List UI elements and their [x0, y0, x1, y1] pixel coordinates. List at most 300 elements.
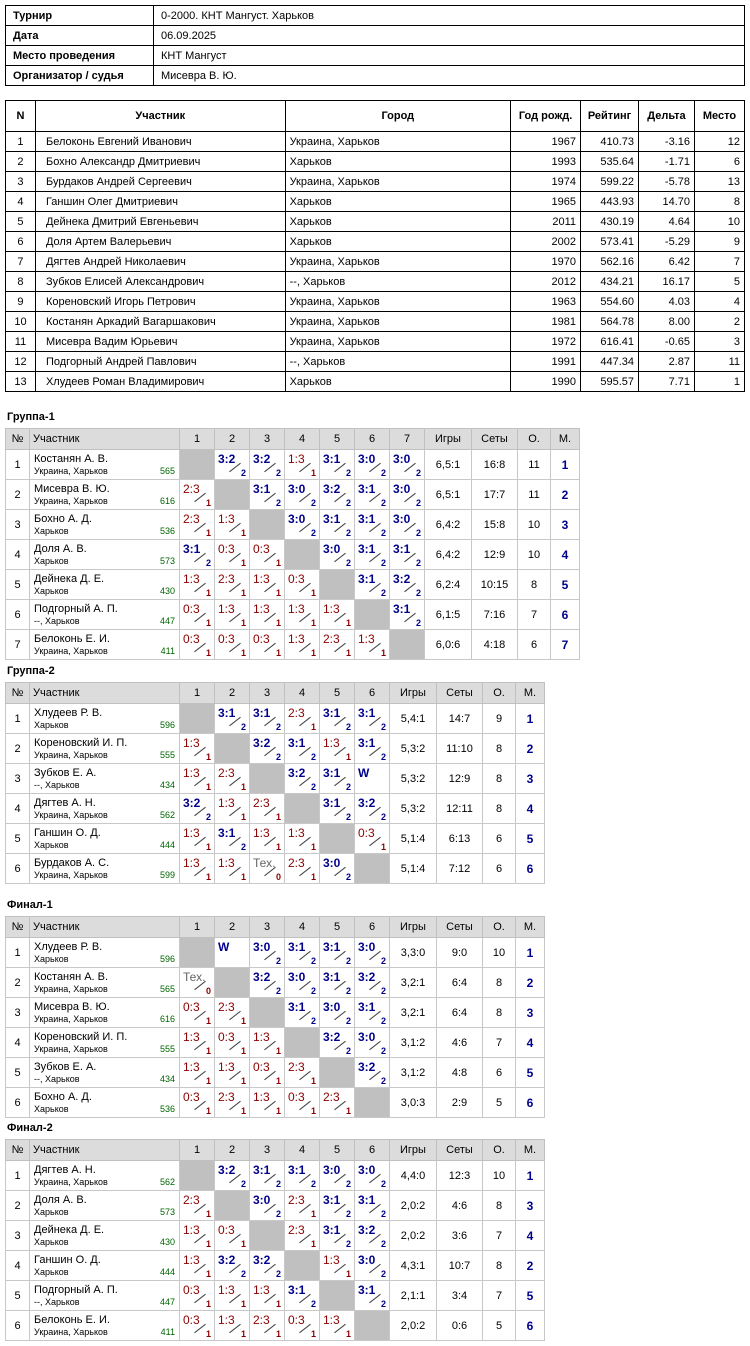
match-points: 1 [205, 648, 211, 658]
match-points: 1 [310, 722, 316, 732]
result-cell [250, 1161, 285, 1191]
match-points: 2 [310, 1016, 316, 1026]
result-cell [215, 510, 250, 540]
match-score: 2:3 [218, 1090, 235, 1104]
group-row [6, 704, 545, 734]
match-points: 2 [345, 1046, 351, 1056]
player-place: 2 [516, 968, 545, 998]
match-points: 0 [205, 986, 211, 996]
result-cell [355, 794, 390, 824]
player-points: 10 [483, 1161, 516, 1191]
participant-cell: 13 [6, 372, 36, 392]
player-name: Подгорный А. П. [34, 1284, 118, 1296]
result-cell [285, 1311, 320, 1341]
match-score: 1:3 [183, 1060, 200, 1074]
player-points: 7 [483, 1221, 516, 1251]
match-score: 3:0 [288, 970, 306, 984]
player-points: 8 [483, 764, 516, 794]
participant-row [6, 172, 745, 192]
player-name: Бохно А. Д. [34, 513, 92, 525]
match-points: 2 [380, 588, 386, 598]
result-cell [215, 1251, 250, 1281]
participant-cell: 4 [694, 292, 744, 312]
match-points: 2 [380, 722, 386, 732]
match-points: 1 [205, 498, 211, 508]
match-score: 1:3 [253, 1283, 270, 1297]
participant-row [6, 192, 745, 212]
participant-cell: 595.57 [581, 372, 639, 392]
player-sets: 10:15 [472, 570, 518, 600]
player-rating: 565 [159, 984, 175, 994]
result-cell [285, 480, 320, 510]
info-row [6, 46, 745, 66]
match-points: 1 [240, 1076, 246, 1086]
group-row [6, 938, 545, 968]
self-cell [215, 1191, 250, 1221]
match-points: 1 [310, 1209, 316, 1219]
match-points: 2 [275, 498, 281, 508]
participant-cell: Украина, Харьков [285, 132, 511, 152]
player-name: Белоконь Е. И. [34, 633, 110, 645]
self-cell [215, 734, 250, 764]
match-score: 3:1 [323, 452, 341, 466]
player-place: 2 [551, 480, 580, 510]
result-cell [250, 794, 285, 824]
player-name: Бурдаков А. С. [34, 857, 110, 869]
match-score: 3:2 [218, 1253, 236, 1267]
match-score: Тех. [183, 970, 206, 984]
player-city: Харьков 596 [34, 954, 175, 964]
column-header: 3 [250, 429, 285, 450]
column-header: 5 [320, 1140, 355, 1161]
self-cell [215, 968, 250, 998]
result-cell [285, 1161, 320, 1191]
column-header: Участник [30, 1140, 180, 1161]
player-rating: 536 [159, 526, 175, 536]
match-points: 1 [275, 812, 281, 822]
group-row [6, 1311, 545, 1341]
match-score: 1:3 [323, 1253, 340, 1267]
result-cell [355, 510, 390, 540]
result-cell [320, 1311, 355, 1341]
participant-cell: Харьков [285, 152, 511, 172]
match-score: 3:1 [253, 482, 271, 496]
match-score: 0:3 [253, 632, 270, 646]
result-cell [355, 1221, 390, 1251]
participant-cell: -3.16 [639, 132, 695, 152]
group-header-row [6, 1140, 545, 1161]
match-score: 0:3 [183, 1090, 200, 1104]
player-sets: 4:6 [437, 1028, 483, 1058]
player-points: 10 [483, 938, 516, 968]
participant-cell: 1 [694, 372, 744, 392]
match-score: 0:3 [253, 542, 270, 556]
match-points: 1 [310, 468, 316, 478]
player-number: 2 [6, 1191, 30, 1221]
info-value: 0-2000. КНТ Мангуст. Харьков [154, 6, 745, 26]
match-score: 3:2 [288, 766, 306, 780]
column-header: 1 [180, 429, 215, 450]
self-cell [355, 600, 390, 630]
match-score: 0:3 [218, 1223, 235, 1237]
match-points: 2 [380, 1046, 386, 1056]
participant-cell: 8 [694, 192, 744, 212]
result-cell [355, 1251, 390, 1281]
player-name: Мисевра В. Ю. [34, 1001, 110, 1013]
player-number: 5 [6, 1281, 30, 1311]
player-city: --, Харьков 447 [34, 616, 175, 626]
self-cell [390, 630, 425, 660]
participant-cell: 5 [694, 272, 744, 292]
match-score: 3:2 [253, 1253, 271, 1267]
match-points: 2 [275, 1269, 281, 1279]
player-number: 4 [6, 1251, 30, 1281]
participant-cell: 1965 [511, 192, 581, 212]
match-points: 1 [310, 588, 316, 598]
match-score: 3:1 [323, 1223, 341, 1237]
participant-cell: 4.64 [639, 212, 695, 232]
match-points: 2 [415, 618, 421, 628]
match-points: 1 [205, 782, 211, 792]
participant-cell: Мисевра Вадим Юрьевич [35, 332, 285, 352]
player-sets: 12:9 [472, 540, 518, 570]
player-rating: 565 [159, 466, 175, 476]
match-score: 1:3 [358, 632, 375, 646]
match-score: 1:3 [253, 1030, 270, 1044]
match-points: 2 [310, 1299, 316, 1309]
group-header-row [6, 429, 580, 450]
match-points: 0 [275, 872, 281, 882]
group-row [6, 998, 545, 1028]
column-header: Дельта [639, 101, 695, 132]
match-score: 1:3 [183, 826, 200, 840]
match-score: 3:1 [358, 572, 376, 586]
player-sets: 7:16 [472, 600, 518, 630]
match-points: 2 [310, 986, 316, 996]
match-score: 0:3 [218, 632, 235, 646]
participant-cell: -0.65 [639, 332, 695, 352]
result-cell [285, 630, 320, 660]
match-points: 2 [345, 956, 351, 966]
match-score: 0:3 [288, 572, 305, 586]
match-points: 1 [345, 1329, 351, 1339]
info-key: Турнир [6, 6, 154, 26]
result-cell [320, 600, 355, 630]
player-cell [30, 1088, 180, 1118]
participant-cell: 1991 [511, 352, 581, 372]
result-cell [285, 1088, 320, 1118]
player-city: Украина, Харьков 562 [34, 1177, 175, 1187]
match-score: 1:3 [183, 572, 200, 586]
match-points: 1 [205, 842, 211, 852]
participant-cell: 1 [6, 132, 36, 152]
player-games: 2,0:2 [390, 1221, 437, 1251]
match-points: 2 [205, 558, 211, 568]
match-score: 0:3 [183, 1313, 200, 1327]
player-points: 7 [483, 1281, 516, 1311]
self-cell [320, 824, 355, 854]
match-points: 2 [380, 1269, 386, 1279]
result-cell [250, 1028, 285, 1058]
player-place: 1 [516, 1161, 545, 1191]
self-cell [285, 1251, 320, 1281]
result-cell [355, 968, 390, 998]
participant-row [6, 292, 745, 312]
column-header: № [6, 429, 30, 450]
participant-cell: 410.73 [581, 132, 639, 152]
match-score: 3:1 [323, 940, 341, 954]
player-place: 4 [516, 794, 545, 824]
player-games: 3,1:2 [390, 1058, 437, 1088]
player-games: 5,3:2 [390, 794, 437, 824]
match-points: 1 [275, 588, 281, 598]
player-name: Мисевра В. Ю. [34, 483, 110, 495]
match-points: 1 [275, 1299, 281, 1309]
player-sets: 16:8 [472, 450, 518, 480]
result-cell [215, 764, 250, 794]
match-points: 2 [380, 498, 386, 508]
match-score: 1:3 [218, 1060, 235, 1074]
match-score: 2:3 [288, 706, 305, 720]
result-cell [215, 450, 250, 480]
player-number: 3 [6, 764, 30, 794]
player-name: Ганшин О. Д. [34, 1254, 101, 1266]
result-cell [320, 450, 355, 480]
match-points: 1 [205, 618, 211, 628]
player-games: 2,0:2 [390, 1311, 437, 1341]
group-title: Группа-1 [7, 411, 55, 423]
player-games: 5,1:4 [390, 854, 437, 884]
match-score: 1:3 [183, 766, 200, 780]
result-cell [215, 1088, 250, 1118]
participant-cell: 599.22 [581, 172, 639, 192]
match-points: 2 [380, 1299, 386, 1309]
player-place: 5 [516, 1058, 545, 1088]
player-games: 3,3:0 [390, 938, 437, 968]
participant-cell: Бохно Александр Дмитриевич [35, 152, 285, 172]
result-cell [320, 1221, 355, 1251]
player-number: 2 [6, 480, 30, 510]
player-city: Харьков 596 [34, 720, 175, 730]
group-header-row [6, 917, 545, 938]
player-name: Костанян А. В. [34, 453, 109, 465]
player-city: Украина, Харьков 616 [34, 1014, 175, 1024]
player-cell [30, 1311, 180, 1341]
participant-cell: Харьков [285, 232, 511, 252]
match-score: 3:0 [323, 542, 341, 556]
player-place: 3 [516, 1191, 545, 1221]
match-score: 3:2 [253, 970, 271, 984]
match-score: 1:3 [323, 1313, 340, 1327]
participant-cell: Харьков [285, 192, 511, 212]
match-score: 3:0 [253, 940, 271, 954]
match-score: 3:1 [358, 1283, 376, 1297]
player-rating: 536 [159, 1104, 175, 1114]
match-points: 2 [415, 558, 421, 568]
result-cell [180, 540, 215, 570]
group-row [6, 1221, 545, 1251]
match-score: 1:3 [323, 736, 340, 750]
match-points: 2 [310, 498, 316, 508]
player-games: 4,4:0 [390, 1161, 437, 1191]
participant-row [6, 352, 745, 372]
match-score: 2:3 [218, 1000, 235, 1014]
match-points: 2 [275, 468, 281, 478]
match-score: 3:1 [218, 706, 236, 720]
match-score: 1:3 [218, 602, 235, 616]
result-cell [285, 1281, 320, 1311]
group-row [6, 510, 580, 540]
match-score: 1:3 [183, 736, 200, 750]
match-points: 1 [240, 558, 246, 568]
match-points: 1 [310, 1076, 316, 1086]
column-header: 5 [320, 683, 355, 704]
player-name: Кореновский И. П. [34, 737, 128, 749]
match-score: 3:0 [288, 512, 306, 526]
match-score: 3:0 [358, 1253, 376, 1267]
player-points: 5 [483, 1088, 516, 1118]
result-cell [215, 630, 250, 660]
result-cell [250, 480, 285, 510]
player-place: 5 [516, 824, 545, 854]
player-place: 2 [516, 1251, 545, 1281]
result-cell [215, 570, 250, 600]
result-cell [250, 704, 285, 734]
participant-cell: 11 [694, 352, 744, 372]
participant-cell: 12 [694, 132, 744, 152]
match-score: 3:0 [393, 452, 411, 466]
column-header: Сеты [437, 1140, 483, 1161]
info-value: Мисевра В. Ю. [154, 66, 745, 86]
participant-cell: 8.00 [639, 312, 695, 332]
match-points: 1 [205, 752, 211, 762]
player-number: 3 [6, 1221, 30, 1251]
result-cell [250, 968, 285, 998]
group-row [6, 1251, 545, 1281]
column-header: Участник [30, 917, 180, 938]
participant-cell: 564.78 [581, 312, 639, 332]
player-rating: 434 [159, 780, 175, 790]
result-cell [320, 704, 355, 734]
match-points: 1 [275, 1329, 281, 1339]
result-cell [250, 824, 285, 854]
match-points: 1 [345, 1106, 351, 1116]
player-cell [30, 734, 180, 764]
result-cell [285, 968, 320, 998]
column-header: 3 [250, 1140, 285, 1161]
match-score: 2:3 [183, 482, 200, 496]
match-score: 1:3 [218, 1313, 235, 1327]
participant-row [6, 312, 745, 332]
group-row [6, 450, 580, 480]
result-cell [250, 1251, 285, 1281]
result-cell [180, 570, 215, 600]
match-points: 1 [205, 1239, 211, 1249]
result-cell [285, 1221, 320, 1251]
participant-cell: 3 [694, 332, 744, 352]
player-number: 1 [6, 938, 30, 968]
player-sets: 14:7 [437, 704, 483, 734]
participant-cell: -1.71 [639, 152, 695, 172]
participant-cell: 7.71 [639, 372, 695, 392]
participant-cell: Украина, Харьков [285, 332, 511, 352]
result-cell [285, 734, 320, 764]
participant-cell: Доля Артем Валерьевич [35, 232, 285, 252]
match-score: 3:0 [358, 1030, 376, 1044]
player-points: 8 [483, 734, 516, 764]
participant-row [6, 132, 745, 152]
match-points: 1 [205, 1046, 211, 1056]
result-cell [180, 630, 215, 660]
match-points: 2 [380, 752, 386, 762]
player-number: 6 [6, 600, 30, 630]
player-number: 6 [6, 854, 30, 884]
player-place: 5 [551, 570, 580, 600]
participant-cell: Украина, Харьков [285, 252, 511, 272]
result-cell [285, 704, 320, 734]
player-rating: 596 [159, 720, 175, 730]
match-score: 2:3 [183, 1193, 200, 1207]
player-points: 8 [518, 570, 551, 600]
player-place: 3 [551, 510, 580, 540]
participant-cell: 12 [6, 352, 36, 372]
self-cell [285, 540, 320, 570]
column-header: О. [483, 683, 516, 704]
participant-cell: 616.41 [581, 332, 639, 352]
match-score: 1:3 [288, 452, 305, 466]
match-points: 1 [240, 872, 246, 882]
column-header: 6 [355, 429, 390, 450]
participant-row [6, 152, 745, 172]
match-score: 3:2 [323, 1030, 341, 1044]
result-cell [355, 570, 390, 600]
player-points: 10 [518, 540, 551, 570]
column-header: 4 [285, 429, 320, 450]
player-place: 2 [516, 734, 545, 764]
participant-row [6, 212, 745, 232]
match-points: 2 [380, 956, 386, 966]
participant-cell: 3 [6, 172, 36, 192]
match-score: 3:1 [358, 512, 376, 526]
player-city: Харьков 430 [34, 1237, 175, 1247]
group-title: Финал-2 [7, 1122, 53, 1134]
participant-cell: 4.03 [639, 292, 695, 312]
tournament-info-table [5, 5, 745, 86]
match-score: 2:3 [288, 856, 305, 870]
self-cell [250, 998, 285, 1028]
player-games: 5,3:2 [390, 764, 437, 794]
player-points: 8 [483, 1251, 516, 1281]
match-points: 1 [275, 1076, 281, 1086]
match-points: 1 [275, 558, 281, 568]
participant-cell: Харьков [285, 372, 511, 392]
match-score: 0:3 [253, 1060, 270, 1074]
match-points: 1 [310, 842, 316, 852]
result-cell [250, 600, 285, 630]
player-number: 4 [6, 1028, 30, 1058]
info-key: Дата [6, 26, 154, 46]
match-score: 3:2 [218, 452, 236, 466]
participant-cell: -5.78 [639, 172, 695, 192]
group-table [5, 428, 580, 660]
result-cell [215, 540, 250, 570]
player-games: 5,4:1 [390, 704, 437, 734]
participant-cell: 1974 [511, 172, 581, 192]
self-cell [250, 764, 285, 794]
column-header: Сеты [472, 429, 518, 450]
result-cell [180, 794, 215, 824]
match-points: 1 [310, 872, 316, 882]
